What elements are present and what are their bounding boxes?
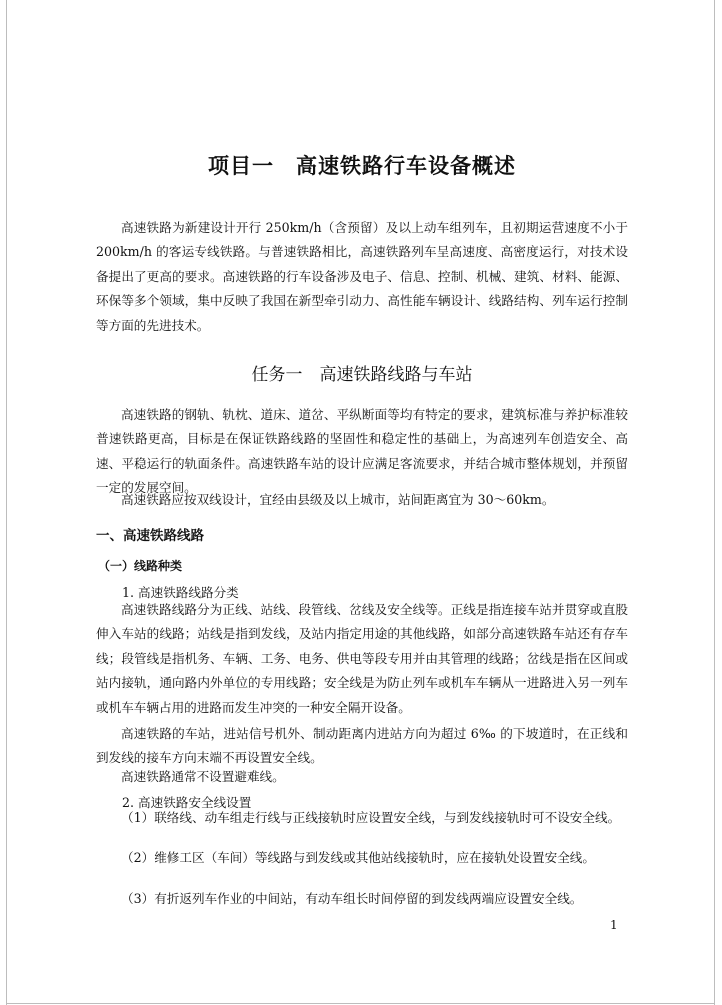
task-title: 任务一 高速铁路线路与车站 bbox=[251, 365, 473, 385]
intro-paragraph: 高速铁路为新建设计开行 250km/h（含预留）及以上动车组列车，且初期运营速度不小于 200km/h 的客运专线铁路。与普速铁路相比，高速铁路列车呈高速度、高密度运行，对技术设备提出了更高的要求。高速铁路的行车设备涉及电子、信息、控制、机械、建筑、材料、能源、环保等多个领域，集中反映了我国在新型牵引动力、高性能车辆设计、线路结构、列车运行控制等方面的先进技术。 bbox=[96, 220, 628, 333]
rule-2: （2）维修工区（车间）等线路与到发线或其他站线接轨时，应在接轨处设置安全线。 bbox=[121, 850, 595, 865]
item2-title: 2. 高速铁路安全线设置 bbox=[122, 795, 252, 810]
page-border-left bbox=[6, 0, 7, 1005]
section-heading: 一、高速铁路线路 bbox=[96, 528, 204, 544]
chapter-title: 项目一 高速铁路行车设备概述 bbox=[208, 153, 516, 178]
item1-paragraph-2: 高速铁路的车站，进站信号机外、制动距离内进站方向为超过 6‰ 的下坡道时，在正线和到发线的接车方向末端不再设置安全线。 bbox=[96, 726, 628, 766]
item1-title: 1. 高速铁路线路分类 bbox=[122, 585, 239, 600]
task-paragraph-2: 高速铁路应按双线设计，宜经由县级及以上城市，站间距离宜为 30～60km。 bbox=[121, 492, 555, 507]
item1-paragraph: 高速铁路线路分为正线、站线、段管线、岔线及安全线等。正线是指连接车站并贯穿或直股伸入车站的线路；站线是指到发线，及站内指定用途的其他线路，如部分高速铁路车站还有存车线；段管线是指机务、车辆、工务、电务、供电等段专用并由其管理的线路；岔线是指在区间或站内接轨，通向路内外单位的专用线路；安全线是为防止列车或机车车辆从一进路进入另一列车或机车车辆占用的进路而发生冲突的一种安全隔开设备。 bbox=[96, 602, 628, 715]
subsection-heading: （一）线路种类 bbox=[98, 559, 183, 573]
task-paragraph-1: 高速铁路的钢轨、轨枕、道床、道岔、平纵断面等均有特定的要求，建筑标准与养护标准较普速铁路更高，目标是在保证铁路线路的坚固性和稳定性的基础上，为高速列车创造安全、高速、平稳运行的轨面条件。高速铁路车站的设计应满足客流要求，并结合城市整体规划，并预留一定的发展空间。 bbox=[96, 407, 628, 496]
rule-1: （1）联络线、动车组走行线与正线接轨时应设置安全线，与到发线接轨时可不设安全线。 bbox=[121, 810, 621, 825]
page-border-bottom bbox=[6, 1003, 715, 1004]
page-number: 1 bbox=[610, 918, 618, 932]
item1-paragraph-3: 高速铁路通常不设置避难线。 bbox=[121, 769, 285, 784]
page-border-right bbox=[714, 0, 715, 1005]
rule-3: （3）有折返列车作业的中间站，有动车组长时间停留的到发线两端应设置安全线。 bbox=[121, 891, 583, 906]
